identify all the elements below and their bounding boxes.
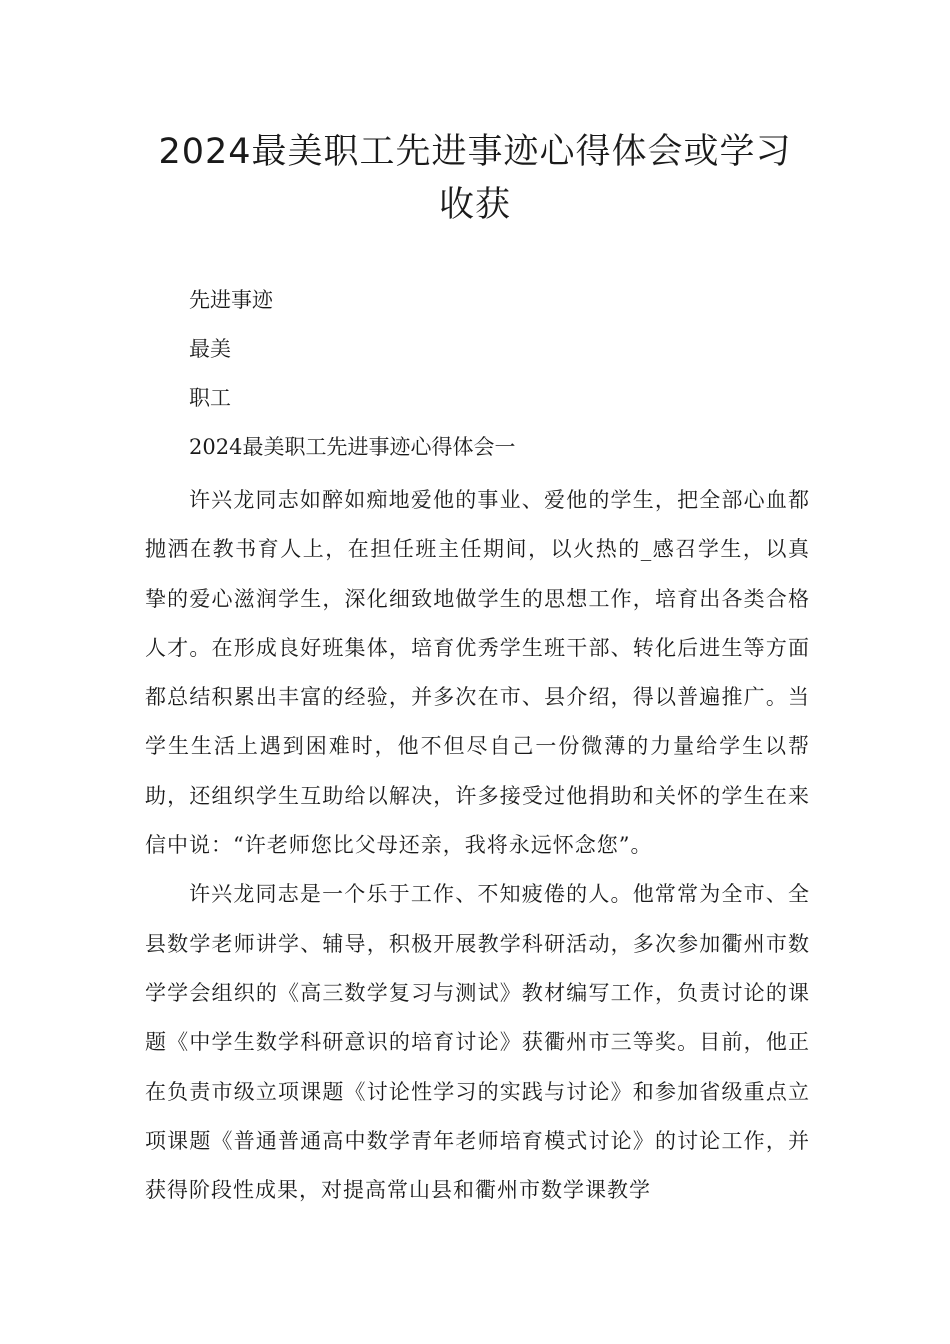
keyword-line: 先进事迹 [189,288,273,312]
section-heading: 2024最美职工先进事迹心得体会一 [189,435,516,459]
title-line-1: 2024最美职工先进事迹心得体会或学习 [158,132,792,172]
keyword-line: 职工 [189,386,231,410]
document-title [100,126,850,232]
keyword-line: 最美 [189,337,231,361]
body-paragraph: 许兴龙同志是一个乐于工作、不知疲倦的人。他常常为全市、全县数学老师讲学、辅导，积极开展教学科研活动，多次参加衢州市数学学会组织的《高三数学复习与测试》教材编写工作，负责讨论的课题《中学生数学科研意识的培育讨论》获衢州市三等奖。目前，他正在负责市级立项课题《讨论性学习的实践与讨论》和参加省级重点立项课题《普通普通高中数学青年老师培育模式讨论》的讨论工作，并获得阶段性成果，对提高常山县和衢州市数学课教学 [145,882,810,1203]
document-body [145,280,810,1215]
title-line-2: 收获 [438,185,511,225]
body-paragraph: 许兴龙同志如醉如痴地爱他的事业、爱他的学生，把全部心血都抛洒在教书育人上，在担任班主任期间，以火热的_感召学生，以真挚的爱心滋润学生，深化细致地做学生的思想工作，培育出各类合格人才。在形成良好班集体，培育优秀学生班干部、转化后进生等方面都总结积累出丰富的经验，并多次在市、县介绍，得以普遍推广。当学生生活上遇到困难时，他不但尽自己一份微薄的力量给学生以帮助，还组织学生互助给以解决，许多接受过他捐助和关怀的学生在来信中说：“许老师您比父母还亲，我将永远怀念您”。 [145,488,810,858]
